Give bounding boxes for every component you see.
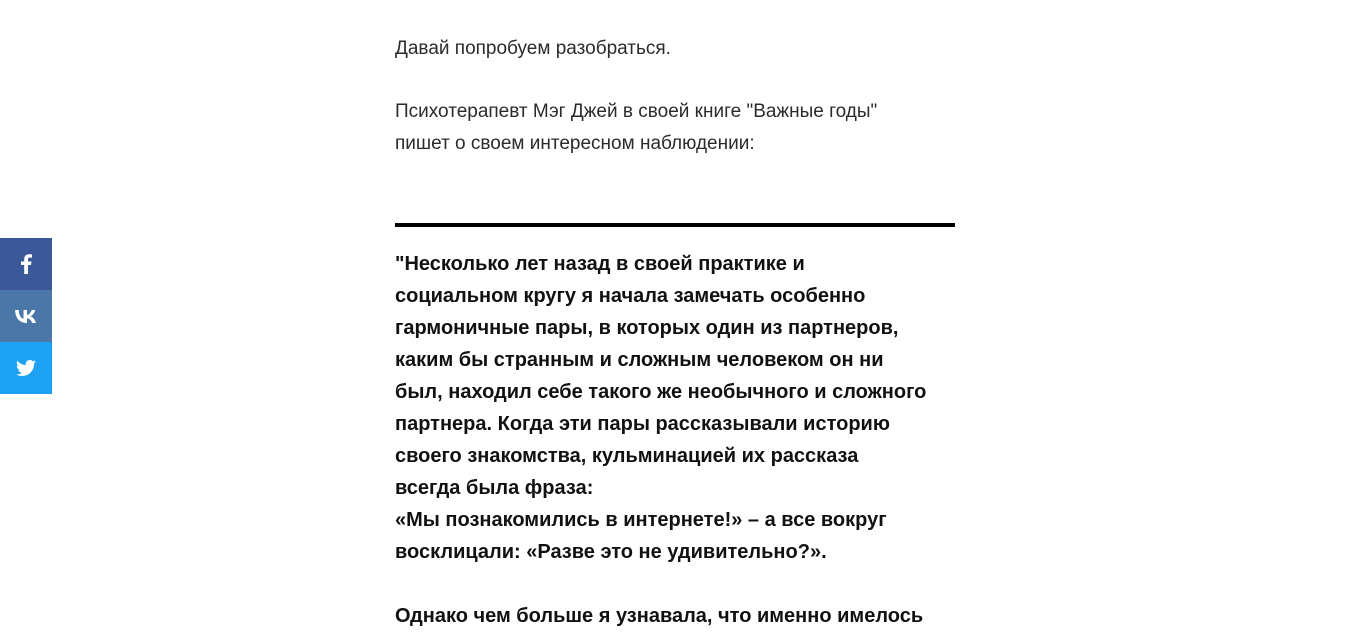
quote-paragraph	[395, 248, 957, 568]
social-share-bar	[0, 238, 52, 394]
lead-line: Психотерапевт Мэг Джей в своей книге "Важные годы"	[395, 101, 878, 122]
quote-line: восклицали: «Разве это не удивительно?».	[395, 541, 827, 563]
intro-paragraph: Давай попробуем разобраться.	[395, 38, 671, 59]
quote-line: гармоничные пары, в которых один из партнеров,	[395, 317, 899, 339]
quote-line: всегда была фраза:	[395, 477, 594, 499]
lead-paragraph	[395, 96, 935, 160]
lead-line: пишет о своем интересном наблюдении:	[395, 133, 755, 154]
facebook-share-button[interactable]	[0, 238, 52, 290]
quote-line: каким бы странным и сложным человеком он ни	[395, 349, 884, 371]
vk-share-button[interactable]	[0, 290, 52, 342]
quote-line: «Мы познакомились в интернете!» – а все вокруг	[395, 509, 887, 531]
quote-line: был, находил себе такого же необычного и сложного	[395, 381, 927, 403]
quote-line: своего знакомства, кульминацией их рассказа	[395, 445, 859, 467]
quote-line: "Несколько лет назад в своей практике и	[395, 253, 805, 275]
quote-line: партнера. Когда эти пары рассказывали историю	[395, 413, 890, 435]
quote-line: социальном кругу я начала замечать особенно	[395, 285, 866, 307]
twitter-icon	[16, 360, 36, 376]
facebook-icon	[20, 254, 32, 274]
quote-divider	[395, 223, 955, 227]
quote-continuation: Однако чем больше я узнавала, что именно имелось	[395, 605, 924, 627]
twitter-share-button[interactable]	[0, 342, 52, 394]
vk-icon	[15, 310, 37, 323]
